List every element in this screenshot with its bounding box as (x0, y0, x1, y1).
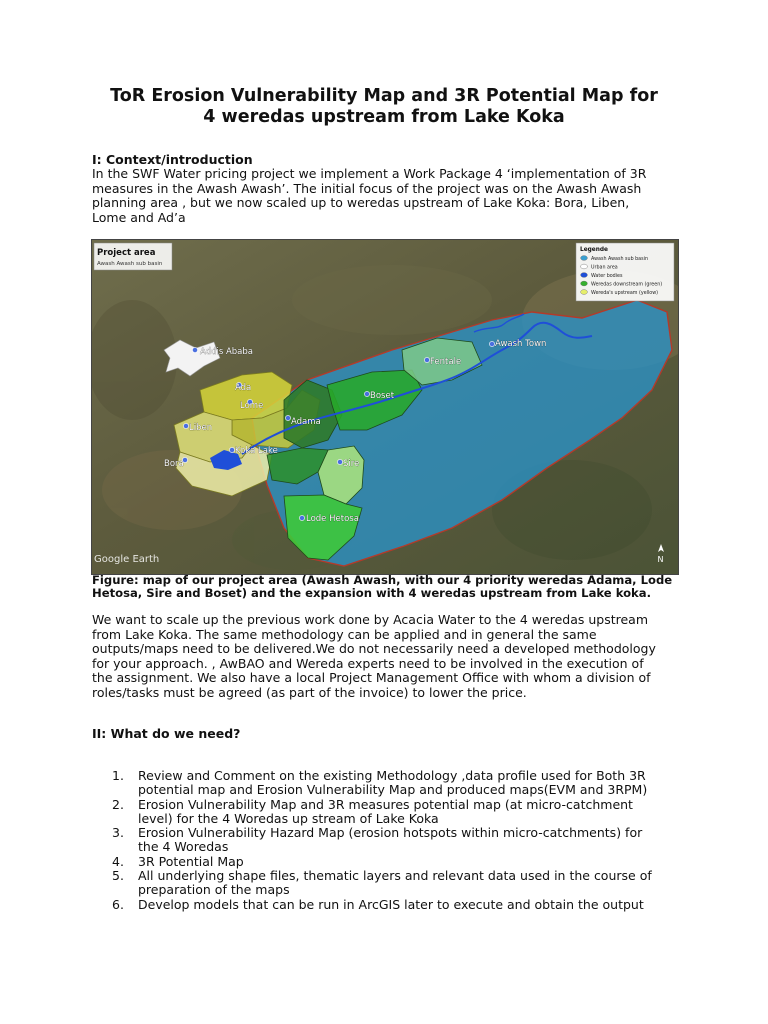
legend-swatch (581, 273, 588, 278)
map-legend (576, 243, 674, 301)
paragraph-line: We want to scale up the previous work done by Acacia Water to the 4 weredas upstream (92, 612, 649, 627)
list-number: 4. (112, 853, 124, 869)
label-awash-town: Awash Town (495, 339, 547, 349)
document-title (90, 86, 678, 128)
list-item (92, 898, 692, 912)
list-item-line: Develop models that can be run in ArcGIS later to execute and obtain the output (138, 896, 644, 912)
title-line-2: 4 weredas upstream from Lake Koka (203, 107, 565, 127)
title-line-1: ToR Erosion Vulnerability Map and 3R Potential Map for (110, 86, 658, 106)
paragraph-line: outputs/maps need to be delivered.We do not necessarily need a developed methodology (92, 641, 656, 657)
label-lome: Lome (240, 401, 264, 411)
legend-label: Wereda's upstream (yellow) (591, 291, 659, 296)
legend-swatch (581, 281, 588, 286)
list-number: 6. (112, 896, 124, 912)
map-subtitle: Awash Awash sub basin (97, 261, 163, 267)
list-number: 5. (112, 868, 124, 884)
legend-swatch (581, 290, 588, 295)
list-item-line: Erosion Vulnerability Hazard Map (erosion hotspots within micro-catchments) for (138, 825, 643, 841)
list-item-line: the 4 Woredas (138, 839, 229, 855)
context-paragraph (92, 167, 682, 225)
paragraph-line: roles/tasks must be agreed (as part of the invoice) to lower the price. (92, 684, 527, 700)
paragraph-line: In the SWF Water pricing project we implement a Work Package 4 ‘implementation of 3R (92, 166, 647, 181)
paragraph-line: measures in the Awash Awash’. The initial focus of the project was on the Awash Awash (92, 180, 642, 196)
list-item-line: Erosion Vulnerability Map and 3R measures potential map (at micro-catchment (138, 796, 633, 812)
project-area-map (91, 239, 679, 575)
label-fentale: Fentale (430, 357, 462, 367)
scale-up-paragraph (92, 613, 682, 701)
caption-line: Figure: map of our project area (Awash Awash, with our 4 priority weredas Adama, Lode (92, 573, 673, 587)
google-earth-watermark: Google Earth (94, 554, 160, 565)
paragraph-line: planning area , but we now scaled up to weredas upstream of Lake Koka: Bora, Liben, (92, 195, 630, 211)
section-heading-context: I: Context/introduction (92, 152, 253, 167)
paragraph-line: for your approach. , AwBAO and Wereda experts need to be involved in the execution of (92, 655, 644, 671)
list-item (92, 826, 692, 855)
legend-label: Urban area (591, 265, 618, 271)
label-liben: Liben (189, 423, 213, 433)
list-number: 2. (112, 796, 124, 812)
list-item-line: All underlying shape files, thematic layers and relevant data used in the course of (138, 868, 652, 884)
list-item (92, 769, 692, 798)
legend-label: Water bodies (591, 274, 623, 279)
list-item (92, 798, 692, 827)
list-item-line: level) for the 4 Woredas up stream of Lake Koka (138, 810, 439, 826)
label-bora: Bora (164, 459, 184, 469)
list-item (92, 855, 692, 869)
list-item-line: potential map and Erosion Vulnerability Map and produced maps(EVM and 3RPM) (138, 782, 648, 798)
needs-list (92, 769, 692, 912)
map-title: Project area (97, 248, 156, 258)
map-title-box (94, 243, 172, 270)
section-heading-needs: II: What do we need? (92, 726, 241, 741)
list-number: 3. (112, 825, 124, 841)
paragraph-line: Lome and Ad’a (92, 209, 186, 225)
list-item-line: 3R Potential Map (138, 853, 244, 869)
label-boset: Boset (370, 391, 395, 401)
north-label: N (657, 555, 664, 564)
list-item-line: preparation of the maps (138, 882, 290, 898)
legend-swatch (581, 264, 588, 269)
label-koka-lake: Koka Lake (235, 446, 278, 456)
list-item-line: Review and Comment on the existing Methodology ,data profile used for Both 3R (138, 768, 646, 783)
figure-caption (92, 574, 682, 600)
legend-swatch (581, 256, 588, 261)
legend-label: Awash Awash sub basin (591, 257, 648, 262)
caption-line: Hetosa, Sire and Boset) and the expansion with 4 weredas upstream from Lake koka. (92, 586, 651, 600)
label-addis-ababa: Addis Ababa (200, 347, 253, 357)
paragraph-line: the assignment. We also have a local Project Management Office with whom a division of (92, 670, 651, 686)
paragraph-line: from Lake Koka. The same methodology can be applied and in general the same (92, 626, 597, 642)
list-number: 1. (112, 768, 124, 783)
label-sire: Sire (343, 459, 360, 469)
list-item (92, 869, 692, 898)
legend-label: Weredas downstream (green) (591, 282, 663, 288)
legend-title: Legende (580, 247, 608, 253)
label-adama: Adama (291, 417, 321, 427)
label-ada: Ada (235, 383, 252, 393)
label-lode-hetosa: Lode Hetosa (306, 514, 359, 524)
